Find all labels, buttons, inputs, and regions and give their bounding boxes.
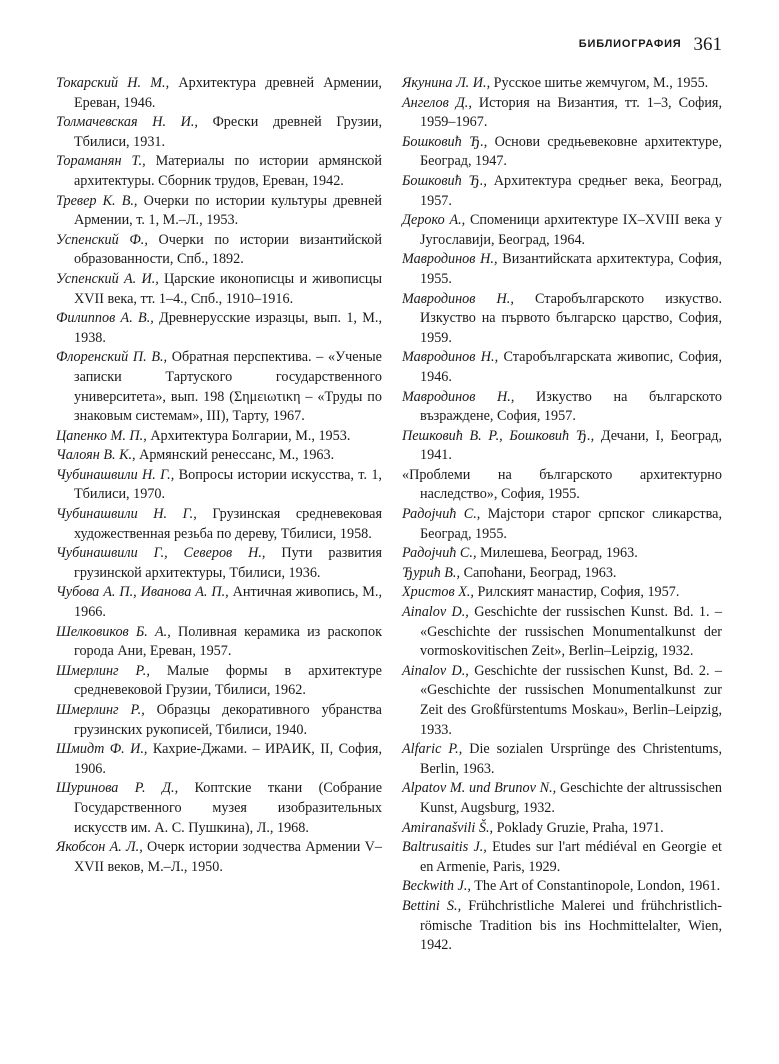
entry-author: Радојчић С., [402, 506, 481, 523]
entry-text: Античная живопись, М., 1966. [74, 584, 383, 621]
bibliography-entry [402, 740, 722, 779]
entry-author: Мавродинов Н., [402, 349, 499, 366]
entry-author: Bettini S., [402, 897, 462, 914]
entry-text: Коптские ткани (Собрание Государственного музея изобразительных искусств им. А. С. Пушкина), Л., 1968. [74, 780, 382, 836]
entry-author: Alpatov M. und Brunov N., [402, 780, 557, 797]
entry-text: Изкуство на българското възраждене, София, 1957. [420, 388, 722, 425]
entry-author: Amiranašvili Š., [402, 819, 494, 836]
entry-author: Ainalov D., [402, 604, 469, 621]
bibliography-entry [402, 290, 722, 349]
entry-text: Поливная керамика из раскопок города Ани, Ереван, 1957. [74, 623, 382, 660]
entry-author: Успенский Ф., [56, 231, 148, 248]
bibliography-entry [402, 388, 722, 427]
page-number: 361 [693, 34, 722, 55]
entry-author: Цапенко М. П., [56, 427, 147, 444]
entry-author: Пешковић В. Р., Бошковић Ђ., [402, 427, 595, 444]
entry-text: «Проблеми на българското архитектурно наследство», София, 1955. [402, 466, 722, 503]
entry-text: Очерк истории зодчества Армении V–XVII веков, М.–Л., 1950. [74, 839, 382, 875]
entry-text: Старобългарското изкуство. Изкуство на първото българско царство, София, 1959. [420, 290, 722, 346]
entry-text: Frühchristliche Malerei und frühchristlich-römische Tradition bis ins Hochmittelalter, Wien, 1942. [420, 897, 722, 954]
bibliography-entry [402, 583, 722, 603]
entry-author: Мавродинов Н., [402, 290, 514, 307]
bibliography-entry [402, 662, 722, 740]
entry-author: Чубинашвили Г., Северов Н., [56, 545, 266, 562]
entry-text: Фрески древней Грузии, Тбилиси, 1931. [74, 114, 382, 150]
bibliography-right-column [402, 74, 722, 956]
entry-text: Etudes sur l'art médiéval en Georgie et en Armenie, Paris, 1929. [420, 839, 722, 875]
bibliography-entry [56, 427, 382, 447]
bibliography-entry [56, 270, 382, 309]
entry-text: Милешева, Београд, 1963. [476, 545, 638, 562]
entry-author: Тревер К. В., [56, 192, 138, 209]
bibliography-entry [56, 740, 382, 779]
bibliography-entry [402, 564, 722, 584]
entry-text: Очерки по истории византийской образованности, Спб., 1892. [74, 231, 382, 268]
bibliography-entry [402, 94, 722, 133]
bibliography-entry [56, 446, 382, 466]
entry-text: Споменици архитектуре IX–XVIII века у Југославији, Београд, 1964. [420, 212, 722, 248]
entry-text: Архитектура Болгарии, М., 1953. [146, 427, 351, 444]
entry-author: Чубова А. П., Иванова А. П., [56, 584, 229, 601]
entry-author: Baltrusaitis J., [402, 839, 487, 856]
bibliography-entry [402, 172, 722, 211]
entry-author: Тораманян Т., [56, 153, 146, 170]
bibliography-entry [56, 231, 382, 270]
bibliography-entry [56, 74, 382, 113]
entry-text: Очерки по истории культуры древней Армении, т. 1, М.–Л., 1953. [74, 192, 382, 229]
entry-author: Христов Х., [402, 584, 474, 601]
bibliography-entry [56, 623, 382, 662]
entry-author: Толмачевская Н. И., [56, 114, 198, 131]
entry-author: Мавродинов Н., [402, 388, 515, 405]
entry-author: Якунина Л. И., [402, 75, 491, 91]
entry-author: Токарский Н. М., [56, 75, 170, 91]
entry-author: Ainalov D., [402, 662, 469, 679]
bibliography-entry [56, 505, 382, 544]
entry-author: Чалоян В. К., [56, 447, 136, 464]
entry-author: Чубинашвили Н. Г., [56, 506, 197, 523]
entry-author: Alfaric P., [402, 741, 463, 758]
entry-text: Армянский ренессанс, М., 1963. [135, 447, 335, 464]
entry-author: Шмидт Ф. И., [56, 741, 148, 758]
bibliography-entry [402, 779, 722, 818]
entry-text: Материалы по истории армянской архитектуры. Сборник трудов, Ереван, 1942. [74, 153, 382, 189]
entry-author: Бошковић Ђ., [402, 172, 487, 189]
entry-text: Мајстори старог српског сликарства, Београд, 1955. [420, 506, 722, 542]
bibliography-entry [56, 583, 382, 622]
entry-author: Филиппов А. В., [56, 310, 154, 327]
bibliography-entry [56, 113, 382, 152]
bibliography-entry [402, 877, 722, 897]
entry-author: Ангелов Д., [402, 94, 472, 111]
bibliography-entry [56, 348, 382, 426]
entry-text: Грузинская средневековая художественная резьба по дереву, Тбилиси, 1958. [74, 506, 382, 542]
entry-text: Geschichte der russischen Kunst, Bd. 2. – «Geschichte der russischen Monumentalkunst zur Zeit des Großfürstentums Moskau», Berlin–Leipzig, 1933. [420, 662, 722, 738]
running-title: БИБЛИОГРАФИЯ [578, 38, 682, 50]
bibliography-entry [402, 427, 722, 466]
entry-text: Geschichte der russischen Kunst. Bd. 1. – «Geschichte der russischen Monumentalkunst der vormoskovitischen Zeit», Berlin–Leipzig, 1932. [420, 604, 722, 660]
bibliography-entry [56, 309, 382, 348]
entry-author: Чубинашвили Н. Г., [56, 466, 175, 483]
bibliography-entry [56, 152, 382, 191]
entry-author: Бошковић Ђ., [402, 133, 488, 150]
bibliography-entry [56, 779, 382, 838]
bibliography-entry [402, 348, 722, 387]
entry-text: Русское шитье жемчугом, М., 1955. [490, 75, 709, 91]
bibliography-entry [56, 701, 382, 740]
entry-author: Шмерлинг Р., [56, 702, 145, 718]
bibliography-entry [402, 250, 722, 289]
entry-text: Вопросы истории искусства, т. 1, Тбилиси, 1970. [74, 466, 382, 503]
entry-author: Ђурић В., [402, 564, 461, 581]
entry-author: Дероко А., [402, 212, 466, 229]
entry-text: Кахрие-Джами. – ИРАИК, II, София, 1906. [74, 741, 382, 777]
page-header [0, 34, 722, 56]
entry-text: Старобългарската живопис, София, 1946. [420, 349, 723, 385]
entry-text: Пути развития грузинской архитектуры, Тбилиси, 1936. [74, 545, 382, 581]
bibliography-left-column [56, 74, 382, 877]
entry-text: Die sozialen Ursprünge des Christentums, Berlin, 1963. [420, 741, 722, 777]
entry-author: Флоренский П. В., [56, 349, 168, 366]
entry-text: Древнерусские изразцы, вып. 1, М., 1938. [74, 310, 382, 346]
entry-text: Рилският манастир, София, 1957. [473, 584, 680, 601]
bibliography-entry [56, 838, 382, 877]
entry-text: Дечани, I, Београд, 1941. [420, 427, 723, 464]
entry-text: Архитектура древней Армении, Ереван, 1946. [74, 75, 382, 111]
bibliography-entry [402, 74, 722, 94]
entry-author: Якобсон А. Л., [56, 839, 143, 856]
entry-text: The Art of Constantinopole, London, 1961. [470, 878, 721, 895]
bibliography-entry [402, 603, 722, 662]
entry-text: Образцы декоративного убранства грузинских рукописей, Тбилиси, 1940. [74, 702, 382, 738]
entry-text: Poklady Gruzie, Praha, 1971. [493, 819, 664, 836]
entry-author: Радојчић С., [402, 545, 477, 562]
bibliography-entry [402, 466, 722, 505]
entry-text: Малые формы в архитектуре средневековой Грузии, Тбилиси, 1962. [74, 662, 382, 699]
entry-text: Архитектура средњег века, Београд, 1957. [420, 172, 722, 209]
entry-text: История на Византия, тт. 1–3, София, 1959–1967. [420, 94, 722, 131]
entry-author: Шмерлинг Р., [56, 662, 150, 679]
bibliography-entry [56, 662, 382, 701]
entry-text: Царские иконописцы и живописцы XVII века, тт. 1–4., Спб., 1910–1916. [74, 270, 382, 307]
bibliography-entry [56, 544, 382, 583]
bibliography-entry [56, 192, 382, 231]
entry-text: Обратная перспектива. – «Ученые записки Тартуского государственного университета», вып. 198 (Σημειωτικη – «Труды по знаковым системам», III), Тарту, 1967. [74, 349, 382, 425]
bibliography-entry [402, 544, 722, 564]
bibliography-entry [402, 133, 722, 172]
bibliography-entry [402, 819, 722, 839]
entry-author: Шуринова Р. Д., [56, 780, 179, 797]
bibliography-entry [56, 466, 382, 505]
entry-text: Geschichte der altrussischen Kunst, Augsburg, 1932. [420, 780, 722, 816]
bibliography-entry [402, 211, 722, 250]
entry-text: Сапоћани, Београд, 1963. [460, 564, 617, 581]
entry-text: Основи средњевековне архитектуре, Београд, 1947. [420, 133, 722, 170]
entry-author: Шелковиков Б. А., [56, 623, 171, 640]
entry-author: Успенский А. И., [56, 270, 159, 287]
entry-author: Beckwith J., [402, 878, 471, 895]
bibliography-entry [402, 505, 722, 544]
bibliography-entry [402, 838, 722, 877]
entry-text: Византийската архитектура, София, 1955. [420, 251, 722, 287]
bibliography-entry [402, 897, 722, 956]
entry-author: Мавродинов Н., [402, 251, 498, 268]
